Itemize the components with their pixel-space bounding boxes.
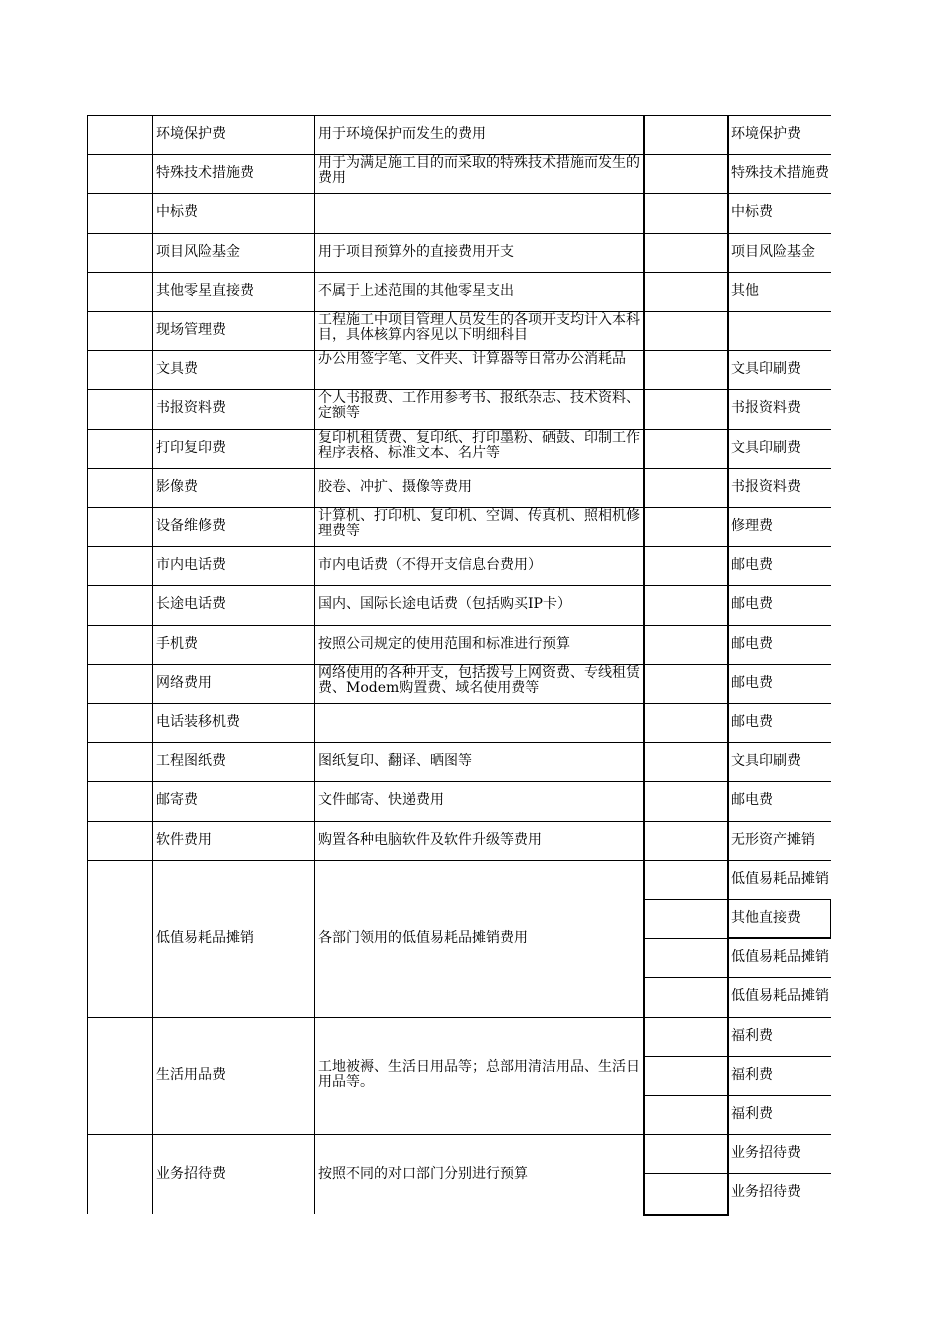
account-cell: 环境保护费	[731, 126, 801, 143]
group-account-cell: 福利费	[731, 1106, 773, 1123]
group-account-cell: 福利费	[731, 1027, 773, 1044]
highlighted-cell-border	[727, 899, 831, 938]
col-line-0	[87, 115, 88, 1214]
category-cell: 手机费	[156, 635, 198, 652]
description-cell: 用于为满足施工目的而采取的特殊技术措施而发生的费用	[318, 155, 640, 187]
description-cell: 计算机、打印机、复印机、空调、传真机、照相机修理费等	[318, 508, 640, 539]
description-cell: 国内、国际长途电话费（包括购买IP卡）	[318, 596, 571, 613]
account-cell: 书报资料费	[731, 478, 801, 495]
description-cell	[314, 703, 643, 742]
sub-row-border	[643, 977, 831, 978]
description-cell: 图纸复印、翻译、晒图等	[318, 753, 472, 770]
category-cell: 软件费用	[156, 831, 212, 848]
description-cell: 个人书报费、工作用参考书、报纸杂志、技术资料、定额等	[318, 390, 640, 422]
account-cell: 文具印刷费	[731, 361, 801, 378]
category-cell: 书报资料费	[156, 400, 226, 417]
bottom-border	[643, 1214, 729, 1216]
col-line-1	[152, 115, 153, 1214]
category-cell: 影像费	[156, 478, 198, 495]
account-cell: 文具印刷费	[731, 439, 801, 456]
group-description-cell: 各部门领用的低值易耗品摊销费用	[318, 929, 528, 946]
category-cell: 工程图纸费	[156, 753, 226, 770]
description-cell: 胶卷、冲扩、摄像等费用	[318, 478, 472, 495]
col-line-3	[643, 115, 645, 1214]
category-cell: 打印复印费	[156, 439, 226, 456]
description-cell: 工程施工中项目管理人员发生的各项开支均计入本科目，具体核算内容见以下明细科目	[318, 312, 640, 343]
description-cell: 不属于上述范围的其他零星支出	[318, 282, 514, 299]
account-cell: 特殊技术措施费	[731, 165, 829, 182]
account-cell: 邮电费	[731, 674, 773, 691]
description-cell: 用于项目预算外的直接费用开支	[318, 243, 514, 260]
description-cell: 网络使用的各种开支，包括拨号上网资费、专线租赁费、Modem购置费、域名使用费等	[318, 664, 640, 696]
description-cell: 复印机租赁费、复印纸、打印墨粉、硒鼓、印制工作程序表格、标准文本、名片等	[318, 429, 640, 461]
account-cell: 邮电费	[731, 714, 773, 731]
group-category-cell: 业务招待费	[156, 1165, 226, 1182]
account-cell: 邮电费	[731, 557, 773, 574]
category-cell: 其他零星直接费	[156, 282, 254, 299]
col-line-2	[314, 115, 315, 1214]
description-cell: 文件邮寄、快递费用	[318, 792, 444, 809]
account-cell	[727, 311, 851, 350]
category-cell: 市内电话费	[156, 557, 226, 574]
description-cell: 市内电话费（不得开支信息台费用）	[318, 557, 542, 574]
group-account-cell: 业务招待费	[731, 1145, 801, 1162]
group-description-cell: 按照不同的对口部门分别进行预算	[318, 1165, 528, 1182]
account-cell: 其他	[731, 282, 759, 299]
account-cell: 邮电费	[731, 635, 773, 652]
description-cell: 用于环境保护而发生的费用	[318, 126, 486, 143]
account-cell: 无形资产摊销	[731, 831, 815, 848]
category-cell: 项目风险基金	[156, 243, 240, 260]
description-cell: 按照公司规定的使用范围和标准进行预算	[318, 635, 570, 652]
category-cell: 文具费	[156, 361, 198, 378]
account-cell: 邮电费	[731, 792, 773, 809]
sub-row-border	[643, 1173, 831, 1174]
category-cell: 环境保护费	[156, 126, 226, 143]
group-account-cell: 其他直接费	[731, 910, 801, 927]
category-cell: 电话装移机费	[156, 714, 240, 731]
group-account-cell: 业务招待费	[731, 1184, 801, 1201]
category-cell: 网络费用	[156, 674, 212, 691]
group-account-cell: 低值易耗品摊销	[731, 870, 829, 887]
category-cell: 现场管理费	[156, 322, 226, 339]
account-cell: 修理费	[731, 518, 773, 535]
description-cell: 购置各种电脑软件及软件升级等费用	[318, 831, 542, 848]
category-cell: 设备维修费	[156, 518, 226, 535]
category-cell: 中标费	[156, 204, 198, 221]
account-cell: 文具印刷费	[731, 753, 801, 770]
group-description-cell: 工地被褥、生活日用品等；总部用清洁用品、生活日用品等。	[318, 1059, 640, 1091]
account-cell: 项目风险基金	[731, 243, 815, 260]
sub-row-border	[643, 1056, 831, 1057]
category-cell: 长途电话费	[156, 596, 226, 613]
description-cell: 办公用签字笔、文件夹、计算器等日常办公消耗品	[318, 351, 626, 368]
group-category-cell: 生活用品费	[156, 1066, 226, 1083]
category-cell: 特殊技术措施费	[156, 165, 254, 182]
sub-row-border	[643, 1095, 831, 1096]
account-cell: 中标费	[731, 204, 773, 221]
group-account-cell: 福利费	[731, 1066, 773, 1083]
account-cell: 邮电费	[731, 596, 773, 613]
group-account-cell: 低值易耗品摊销	[731, 988, 829, 1005]
account-cell: 书报资料费	[731, 400, 801, 417]
group-category-cell: 低值易耗品摊销	[156, 929, 254, 946]
col-line-4	[727, 115, 729, 1214]
group-account-cell: 低值易耗品摊销	[731, 949, 829, 966]
sub-row-border	[643, 938, 831, 939]
category-cell: 邮寄费	[156, 792, 198, 809]
description-cell	[314, 193, 643, 232]
